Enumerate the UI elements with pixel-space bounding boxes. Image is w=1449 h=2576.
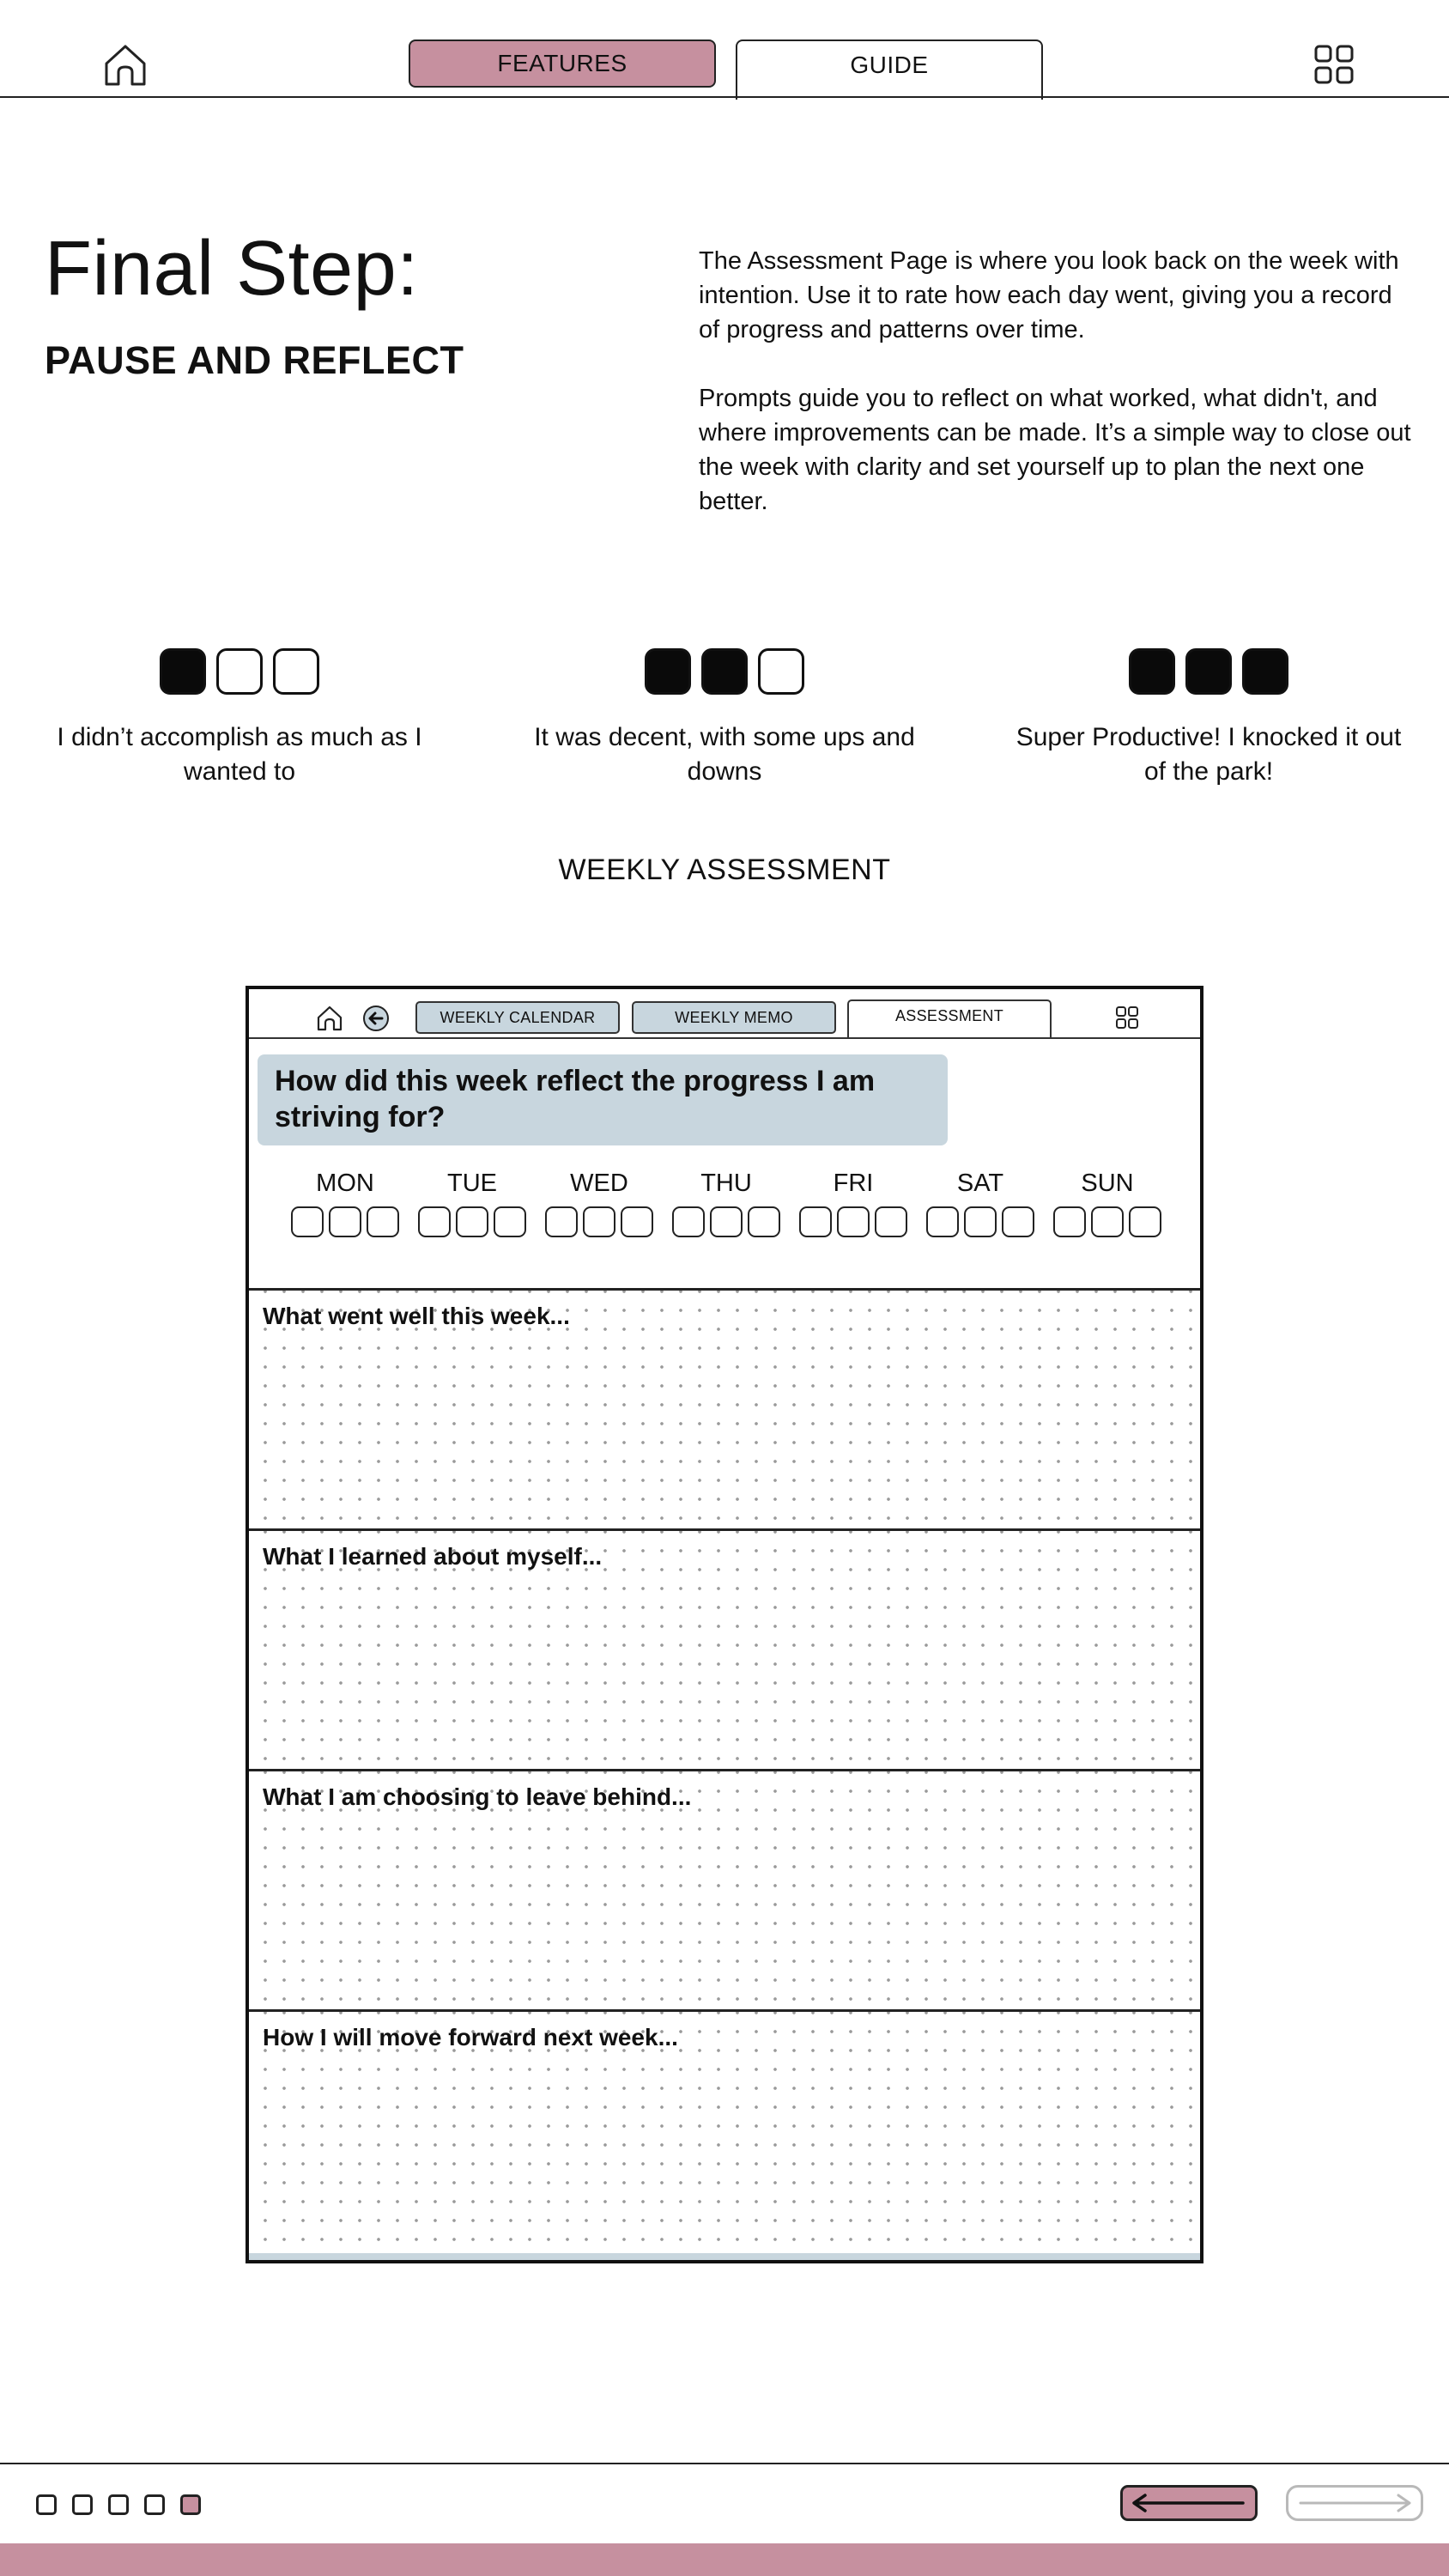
- tab-weekly-calendar[interactable]: WEEKLY CALENDAR: [415, 1001, 620, 1034]
- tab-weekly-memo[interactable]: WEEKLY MEMO: [632, 1001, 836, 1034]
- tab-features[interactable]: FEATURES: [409, 39, 716, 88]
- day-rating-boxes: [798, 1206, 908, 1237]
- day-label: TUE: [447, 1170, 497, 1197]
- rating-box-filled: [1185, 648, 1232, 695]
- preview-navigation: [249, 989, 1200, 1041]
- day-rating: [1052, 1170, 1162, 1237]
- rating-box-empty: [758, 648, 804, 695]
- day-rating-boxes: [671, 1206, 781, 1237]
- rating-box-filled: [1242, 648, 1288, 695]
- day-rating-checkbox[interactable]: [545, 1206, 578, 1237]
- grid-icon[interactable]: [1116, 1006, 1138, 1029]
- day-rating-checkbox[interactable]: [418, 1206, 451, 1237]
- day-rating-checkbox[interactable]: [710, 1206, 743, 1237]
- day-rating-checkbox[interactable]: [456, 1206, 488, 1237]
- day-rating: [925, 1170, 1035, 1237]
- reflection-prompt: What I am choosing to leave behind...: [263, 1783, 692, 1810]
- intro-paragraph: The Assessment Page is where you look back on the week with intention. Use it to rate how each day went, giving you a record of progress and patterns over time.: [699, 247, 1399, 343]
- arrow-left-icon: [1123, 2488, 1255, 2518]
- preview-bottom-band: [249, 2253, 1200, 2260]
- rating-box-empty: [273, 648, 319, 695]
- day-rating-checkbox[interactable]: [926, 1206, 959, 1237]
- day-rating: [671, 1170, 781, 1237]
- day-rating-checkbox[interactable]: [1129, 1206, 1161, 1237]
- rating-boxes: [1003, 648, 1415, 695]
- day-rating: [544, 1170, 654, 1237]
- page-dot[interactable]: [72, 2494, 93, 2515]
- arrow-right-icon: [1288, 2488, 1421, 2518]
- rating-caption: It was decent, with some ups and downs: [534, 723, 915, 786]
- rating-boxes: [518, 648, 931, 695]
- day-rating: [798, 1170, 908, 1237]
- grid-icon[interactable]: [1314, 45, 1354, 84]
- day-label: SUN: [1081, 1170, 1134, 1197]
- day-rating-checkbox[interactable]: [621, 1206, 653, 1237]
- day-label: MON: [316, 1170, 374, 1197]
- day-rating-checkbox[interactable]: [367, 1206, 399, 1237]
- rating-box-filled: [645, 648, 691, 695]
- reflection-prompt: What I learned about myself...: [263, 1543, 603, 1570]
- day-rating-checkbox[interactable]: [583, 1206, 615, 1237]
- day-rating-checkbox[interactable]: [875, 1206, 907, 1237]
- page-title: Final Step:: [45, 226, 419, 312]
- home-icon[interactable]: [316, 1005, 343, 1032]
- footer-band: [0, 2543, 1449, 2576]
- intro-paragraph: Prompts guide you to reflect on what worked, what didn't, and where improvements can be made. It’s a simple way to close out the week with clarity and set yourself up to plan the next one better.: [699, 385, 1411, 515]
- rating-box-filled: [701, 648, 748, 695]
- next-page-button[interactable]: [1286, 2485, 1423, 2521]
- reflection-section-went-well[interactable]: [249, 1288, 1200, 1528]
- day-rating-checkbox[interactable]: [1053, 1206, 1086, 1237]
- reflection-section-leave-behind[interactable]: [249, 1769, 1200, 2009]
- rating-box-empty: [216, 648, 263, 695]
- day-rating-checkbox[interactable]: [964, 1206, 997, 1237]
- tab-guide[interactable]: GUIDE: [736, 39, 1043, 100]
- preview-nav-divider: [249, 1037, 1200, 1039]
- day-rating-boxes: [925, 1206, 1035, 1237]
- rating-box-filled: [1129, 648, 1175, 695]
- page-dot[interactable]: [36, 2494, 57, 2515]
- section-heading: WEEKLY ASSESSMENT: [558, 854, 891, 886]
- rating-caption: I didn’t accomplish as much as I wanted to: [57, 723, 422, 786]
- rating-legend-low: [33, 648, 446, 789]
- day-rating-checkbox[interactable]: [672, 1206, 705, 1237]
- day-rating-boxes: [1052, 1206, 1162, 1237]
- day-label: WED: [570, 1170, 628, 1197]
- reflection-prompt: How I will move forward next week...: [263, 2024, 678, 2050]
- page-dot-current[interactable]: [180, 2494, 201, 2515]
- day-label: SAT: [956, 1170, 1004, 1197]
- day-rating-row: [290, 1170, 1162, 1237]
- intro-description: [699, 244, 1411, 553]
- day-rating: [417, 1170, 527, 1237]
- day-rating-checkbox[interactable]: [291, 1206, 324, 1237]
- assessment-page-preview: [246, 986, 1203, 2263]
- back-arrow-icon[interactable]: [362, 1005, 390, 1032]
- rating-legend-high: [1003, 648, 1415, 789]
- day-rating-checkbox[interactable]: [1002, 1206, 1034, 1237]
- day-rating-boxes: [417, 1206, 527, 1237]
- rating-legend-mid: [518, 648, 931, 789]
- top-navigation: [0, 0, 1449, 98]
- day-rating-checkbox[interactable]: [329, 1206, 361, 1237]
- page-indicator: [36, 2494, 201, 2515]
- day-rating-checkbox[interactable]: [837, 1206, 870, 1237]
- day-rating-checkbox[interactable]: [494, 1206, 526, 1237]
- day-rating-checkbox[interactable]: [1091, 1206, 1124, 1237]
- reflection-section-move-forward[interactable]: [249, 2009, 1200, 2250]
- rating-box-filled: [160, 648, 206, 695]
- day-label: THU: [700, 1170, 752, 1197]
- assessment-question: How did this week reflect the progress I am striving for?: [258, 1054, 948, 1145]
- bottom-divider: [0, 2463, 1449, 2464]
- page-dot[interactable]: [108, 2494, 129, 2515]
- day-rating-checkbox[interactable]: [799, 1206, 832, 1237]
- nav-divider: [0, 96, 1449, 98]
- rating-caption: Super Productive! I knocked it out of the park!: [1016, 723, 1402, 786]
- day-rating-checkbox[interactable]: [748, 1206, 780, 1237]
- reflection-prompt: What went well this week...: [263, 1303, 570, 1329]
- reflection-section-learned[interactable]: [249, 1528, 1200, 1769]
- day-rating-boxes: [544, 1206, 654, 1237]
- day-label: FRI: [833, 1170, 874, 1197]
- day-rating-boxes: [290, 1206, 400, 1237]
- home-icon[interactable]: [101, 43, 149, 88]
- rating-boxes: [33, 648, 446, 695]
- previous-page-button[interactable]: [1120, 2485, 1258, 2521]
- page-subtitle: PAUSE AND REFLECT: [45, 338, 464, 382]
- page-dot[interactable]: [144, 2494, 165, 2515]
- tab-assessment[interactable]: ASSESSMENT: [847, 999, 1052, 1039]
- day-rating: [290, 1170, 400, 1237]
